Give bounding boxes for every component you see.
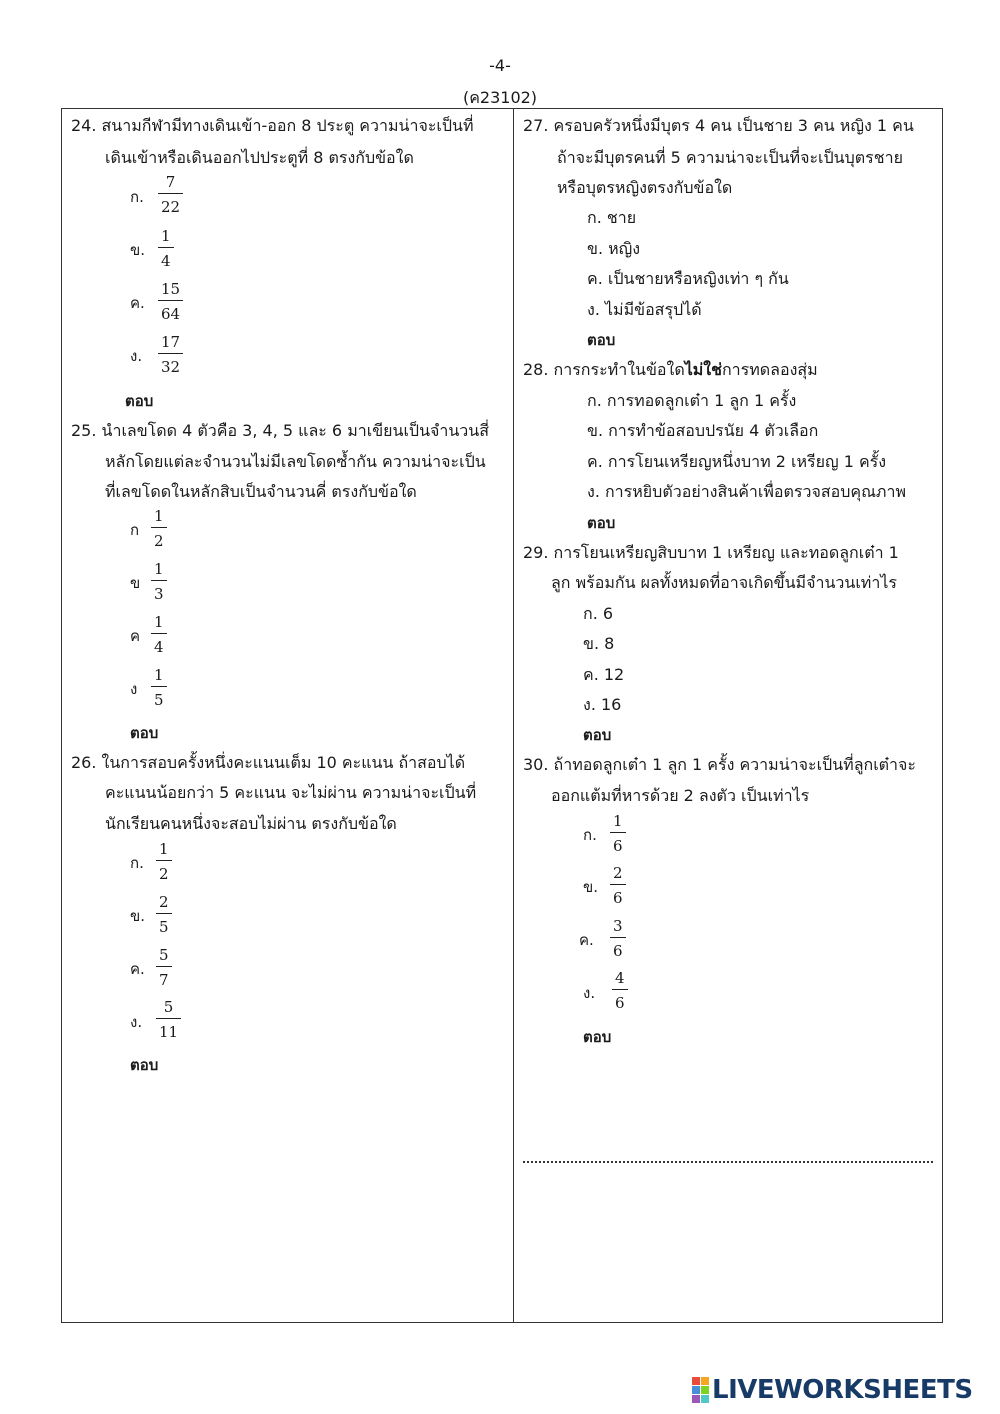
liveworksheets-logo-icon [692, 1377, 709, 1403]
q27-line-3: หรือบุตรหญิงตรงกับข้อใด [557, 178, 733, 197]
numerator: 5 [163, 998, 174, 1016]
q24-line-2: เดินเข้าหรือเดินออกไปประตูที่ 8 ตรงกับข้อใด [105, 148, 414, 167]
q28-option-b: ข. การทำข้อสอบปรนัย 4 ตัวเลือก [587, 421, 819, 440]
q29-option-a: ก. 6 [583, 604, 614, 623]
denominator: 64 [161, 305, 181, 323]
denominator: 6 [613, 942, 623, 960]
q27-option-a: ก. ชาย [587, 208, 637, 227]
q25-option-c-label: ค [130, 627, 141, 645]
denominator: 11 [159, 1023, 179, 1041]
q24-option-a-fraction [158, 173, 183, 216]
q26-answer-label: ตอบ [130, 1056, 159, 1074]
numerator: 3 [613, 917, 623, 935]
q26-line-2: คะแนนน้อยกว่า 5 คะแนน จะไม่ผ่าน ความน่าจะเป็นที่ [105, 783, 477, 802]
denominator: 6 [615, 994, 625, 1012]
q29-option-c: ค. 12 [583, 665, 625, 684]
page-number: -4- [489, 56, 511, 75]
q30-answer-label: ตอบ [583, 1028, 612, 1046]
denominator: 32 [161, 358, 181, 376]
q30-line-2: ออกแต้มที่หารด้วย 2 ลงตัว เป็นเท่าไร [551, 786, 810, 805]
q25-option-d-fraction [151, 666, 167, 709]
q25-line-2: หลักโดยแต่ละจำนวนไม่มีเลขโดดซ้ำกัน ความน่าจะเป็น [105, 452, 486, 471]
q27-line-2: ถ้าจะมีบุตรคนที่ 5 ความน่าจะเป็นที่จะเป็นบุตรชาย [557, 148, 903, 167]
q27-answer-label: ตอบ [587, 331, 616, 349]
q26-option-c-label: ค. [130, 960, 145, 978]
q25-option-a-fraction [151, 507, 167, 550]
denominator: 6 [613, 837, 623, 855]
q27-option-b: ข. หญิง [587, 239, 641, 258]
q25-option-a-label: ก [130, 521, 140, 539]
q28-prefix: 28. การกระทำในข้อใด [523, 360, 685, 379]
q24-option-b-fraction [158, 227, 174, 270]
q30-option-d-label: ง. [583, 984, 596, 1002]
q29-line-1: 29. การโยนเหรียญสิบบาท 1 เหรียญ และทอดลูกเต๋า 1 [523, 543, 899, 562]
q26-option-b-label: ข. [130, 907, 146, 925]
q30-option-c-label: ค. [579, 931, 594, 949]
q24-option-c-fraction [158, 280, 183, 323]
numerator: 1 [161, 227, 171, 245]
q30-option-b-label: ข. [583, 878, 599, 896]
q30-option-c-fraction [610, 917, 626, 960]
denominator: 3 [154, 585, 164, 603]
q24-option-d-label: ง. [130, 347, 143, 365]
q26-option-b-fraction [156, 893, 172, 936]
q27-option-c: ค. เป็นชายหรือหญิงเท่า ๆ กัน [587, 269, 789, 288]
q24-option-d-fraction [158, 333, 183, 376]
numerator: 1 [154, 666, 164, 684]
q25-answer-label: ตอบ [130, 724, 159, 742]
q27-line-1: 27. ครอบครัวหนึ่งมีบุตร 4 คน เป็นชาย 3 คน หญิง 1 คน [523, 116, 914, 135]
q26-line-1: 26. ในการสอบครั้งหนึ่งคะแนนเต็ม 10 คะแนน ถ้าสอบได้ [71, 753, 466, 772]
q30-option-b-fraction [610, 864, 626, 907]
numerator: 15 [161, 280, 181, 298]
q28-suffix: การทดลองสุ่ม [721, 360, 818, 379]
q29-answer-label: ตอบ [583, 726, 612, 744]
denominator: 6 [613, 889, 623, 907]
numerator: 7 [165, 173, 176, 191]
q26-option-a-label: ก. [130, 854, 144, 872]
q30-option-a-label: ก. [583, 826, 597, 844]
q24-line-1: 24. สนามกีฬามีทางเดินเข้า-ออก 8 ประตู ความน่าจะเป็นที่ [71, 116, 474, 135]
q28-option-a: ก. การทอดลูกเต๋า 1 ลูก 1 ครั้ง [587, 391, 797, 410]
q24-option-b-label: ข. [130, 241, 146, 259]
q28-answer-label: ตอบ [587, 514, 616, 532]
q30-option-d-fraction [612, 969, 628, 1012]
denominator: 4 [154, 638, 164, 656]
q30-line-1: 30. ถ้าทอดลูกเต๋า 1 ลูก 1 ครั้ง ความน่าจะเป็นที่ลูกเต๋าจะ [523, 755, 916, 774]
liveworksheets-brand-text: LIVEWORKSHEETS [712, 1375, 973, 1405]
q26-option-a-fraction [156, 840, 172, 883]
denominator: 4 [161, 252, 171, 270]
numerator: 17 [161, 333, 181, 351]
q29-option-b: ข. 8 [583, 634, 615, 653]
q29-line-2: ลูก พร้อมกัน ผลทั้งหมดที่อาจเกิดขึ้นมีจำนวนเท่าไร [551, 573, 897, 592]
q24-option-a-label: ก. [130, 188, 144, 206]
numerator: 2 [613, 864, 623, 882]
q26-option-d-fraction [156, 998, 181, 1041]
q30-option-a-fraction [610, 812, 626, 855]
q25-option-b-label: ข [130, 574, 141, 592]
numerator: 1 [159, 840, 169, 858]
denominator: 2 [154, 532, 164, 550]
q28-line-1 [523, 359, 818, 381]
numerator: 1 [154, 613, 164, 631]
denominator: 5 [154, 691, 164, 709]
numerator: 1 [613, 812, 623, 830]
column-divider [513, 109, 514, 1322]
liveworksheets-logo [692, 1376, 973, 1404]
q25-option-c-fraction [151, 613, 167, 656]
numerator: 5 [159, 946, 169, 964]
q25-option-d-label: ง [130, 680, 138, 698]
q24-option-c-label: ค. [130, 294, 145, 312]
numerator: 4 [615, 969, 625, 987]
q26-option-c-fraction [156, 946, 172, 989]
q27-option-d: ง. ไม่มีข้อสรุปได้ [587, 300, 702, 319]
denominator: 7 [159, 971, 169, 989]
q25-line-1: 25. นำเลขโดด 4 ตัวคือ 3, 4, 5 และ 6 มาเขียนเป็นจำนวนสี่ [71, 421, 489, 440]
q28-option-c: ค. การโยนเหรียญหนึ่งบาท 2 เหรียญ 1 ครั้ง [587, 452, 887, 471]
q24-answer-label: ตอบ [125, 392, 154, 410]
denominator: 22 [161, 198, 181, 216]
subject-code: (ค23102) [462, 88, 538, 107]
denominator: 2 [159, 865, 169, 883]
q25-line-3: ที่เลขโดดในหลักสิบเป็นจำนวนคี่ ตรงกับข้อใด [105, 482, 417, 501]
q26-option-d-label: ง. [130, 1013, 143, 1031]
numerator: 2 [159, 893, 169, 911]
numerator: 1 [154, 507, 164, 525]
question-table [61, 108, 943, 1323]
q28-option-d: ง. การหยิบตัวอย่างสินค้าเพื่อตรวจสอบคุณภาพ [587, 482, 906, 501]
dotted-separator [523, 1161, 933, 1163]
q29-option-d: ง. 16 [583, 695, 622, 714]
q26-line-3: นักเรียนคนหนึ่งจะสอบไม่ผ่าน ตรงกับข้อใด [105, 814, 397, 833]
numerator: 1 [154, 560, 164, 578]
denominator: 5 [159, 918, 169, 936]
q25-option-b-fraction [151, 560, 167, 603]
q28-emphasis: ไม่ใช่ [684, 360, 722, 379]
